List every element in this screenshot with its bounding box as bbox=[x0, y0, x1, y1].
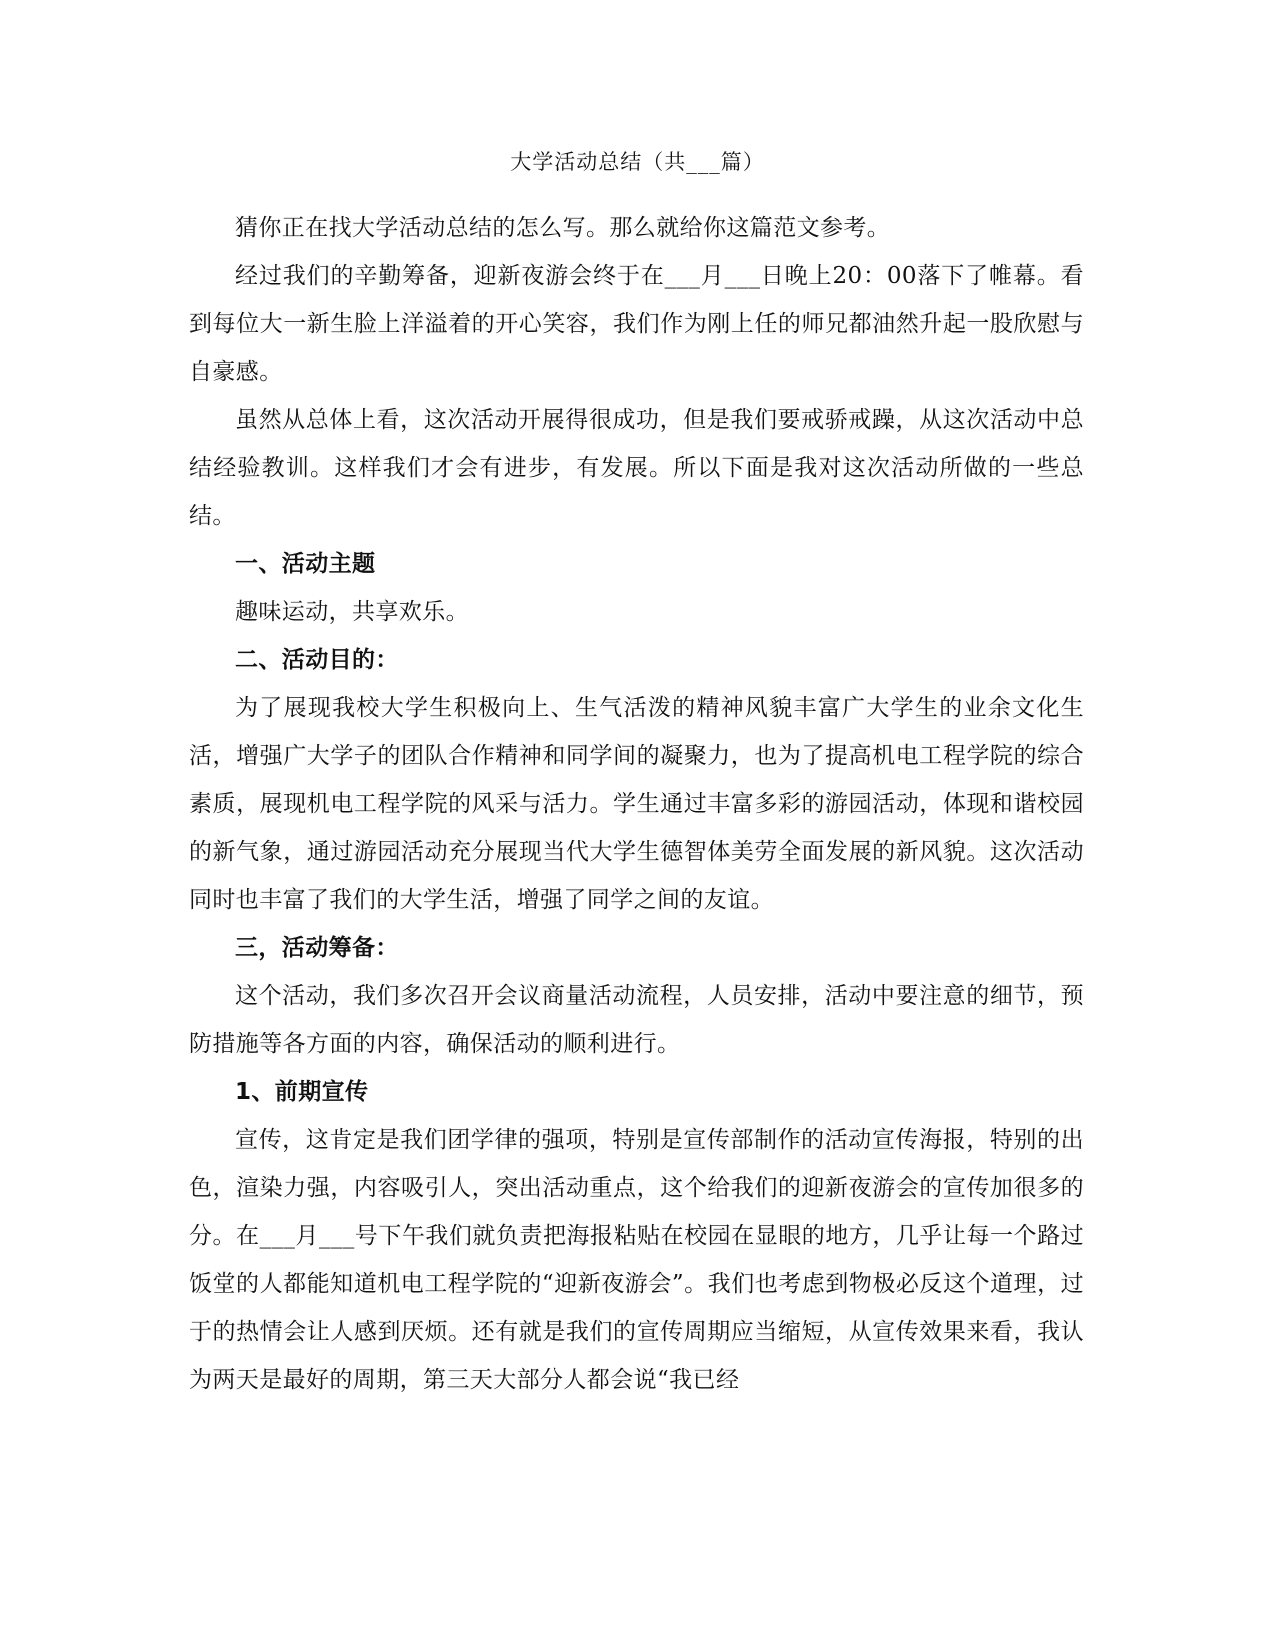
intro-paragraph: 猜你正在找大学活动总结的怎么写。那么就给你这篇范文参考。 bbox=[235, 215, 891, 241]
section-text-theme: 趣味运动，共享欢乐。 bbox=[235, 599, 469, 625]
section-heading-publicity: 1、前期宣传 bbox=[235, 1079, 369, 1105]
section-text-purpose: 为了展现我校大学生积极向上、生气活泼的精神风貌丰富广大学生的业余文化生活，增强广大学子的团队合作精神和同学间的凝聚力，也为了提高机电工程学院的综合素质，展现机电工程学院的风采与活力。学生通过丰富多彩的游园活动，体现和谐校园的新气象，通过游园活动充分展现当代大学生德智体美劳全面发展的新风貌。这次活动同时也丰富了我们的大学生活，增强了同学之间的友谊。 bbox=[189, 695, 1084, 913]
section-text-preparation: 这个活动，我们多次召开会议商量活动流程，人员安排，活动中要注意的细节，预防措施等各方面的内容，确保活动的顺利进行。 bbox=[189, 983, 1084, 1057]
document-body bbox=[189, 204, 1084, 1404]
section-heading-purpose: 二、活动目的： bbox=[235, 647, 399, 673]
section-heading-preparation: 三，活动筹备： bbox=[235, 935, 399, 961]
summary-paragraph: 虽然从总体上看，这次活动开展得很成功，但是我们要戒骄戒躁，从这次活动中总结经验教训。这样我们才会有进步，有发展。所以下面是我对这次活动所做的一些总结。 bbox=[189, 407, 1084, 529]
section-heading-theme: 一、活动主题 bbox=[235, 551, 376, 577]
section-text-publicity: 宣传，这肯定是我们团学律的强项，特别是宣传部制作的活动宣传海报，特别的出色，渲染力强，内容吸引人，突出活动重点，这个给我们的迎新夜游会的宣传加很多的分。在___月___号下午我们就负责把海报粘贴在校园在显眼的地方，几乎让每一个路过饭堂的人都能知道机电工程学院的“迎新夜游会”。我们也考虑到物极必反这个道理，过于的热情会让人感到厌烦。还有就是我们的宣传周期应当缩短，从宣传效果来看，我认为两天是最好的周期，第三天大部分人都会说“我已经 bbox=[189, 1127, 1084, 1393]
document-title: 大学活动总结（共___篇） bbox=[510, 150, 765, 174]
event-paragraph: 经过我们的辛勤筹备，迎新夜游会终于在___月___日晚上20：00落下了帷幕。看到每位大一新生脸上洋溢着的开心笑容，我们作为刚上任的师兄都油然升起一股欣慰与自豪感。 bbox=[189, 263, 1084, 385]
